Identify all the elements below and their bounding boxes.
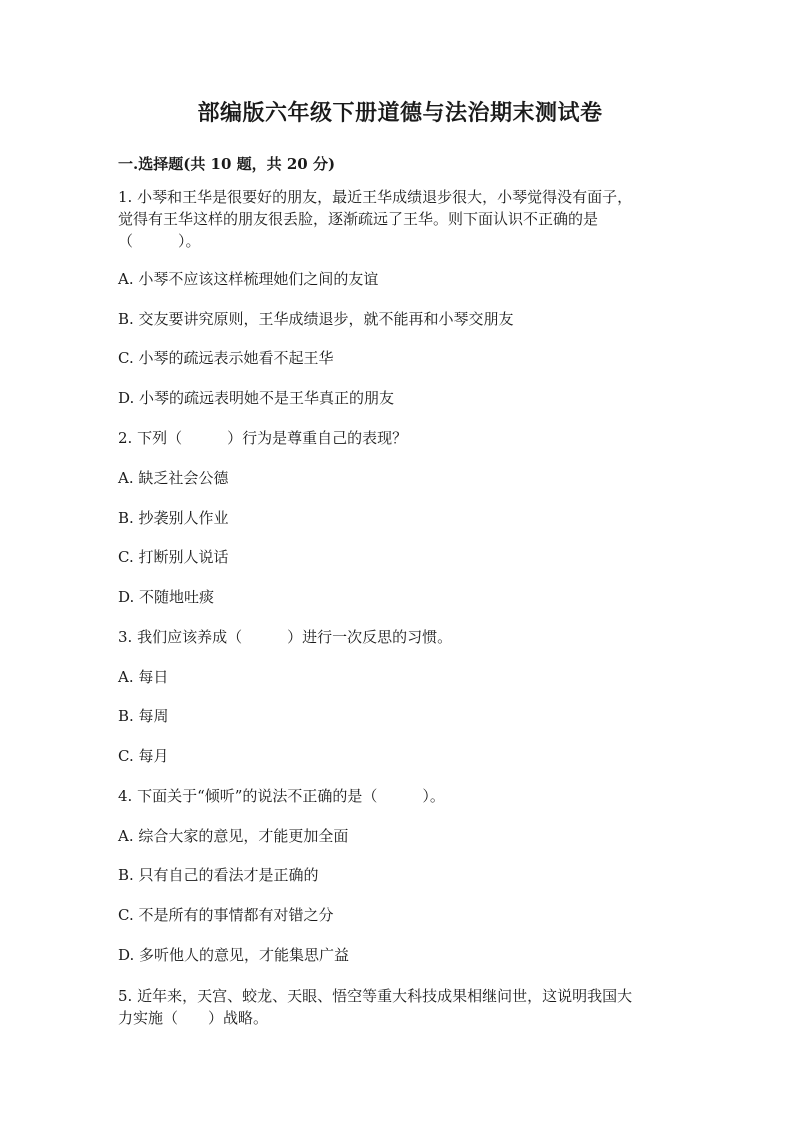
question-1-line-2: 觉得有王华这样的朋友很丢脸，逐渐疏远了王华。则下面认识不正确的是 [118, 210, 599, 228]
question-2-option-d: D. 不随地吐痰 [118, 588, 215, 606]
question-4-stem: 4. 下面关于“倾听”的说法不正确的是（ ）。 [118, 787, 445, 805]
question-5-line-2: 力实施（ ）战略。 [118, 1009, 269, 1027]
question-3-option-a: A. 每日 [118, 668, 169, 686]
question-4-option-b: B. 只有自己的看法才是正确的 [118, 866, 319, 884]
question-4-option-a: A. 综合大家的意见，才能更加全面 [118, 827, 349, 845]
question-1-stem [118, 186, 698, 252]
question-1-option-c: C. 小琴的疏远表示她看不起王华 [118, 349, 334, 367]
question-1-option-b: B. 交友要讲究原则，王华成绩退步，就不能再和小琴交朋友 [118, 310, 514, 328]
question-2-option-c: C. 打断别人说话 [118, 548, 229, 566]
question-1-option-d: D. 小琴的疏远表明她不是王华真正的朋友 [118, 389, 395, 407]
question-2-option-b: B. 抄袭别人作业 [118, 509, 229, 527]
question-5-stem [118, 985, 698, 1029]
question-5-line-1: 5. 近年来，天宫、蛟龙、天眼、悟空等重大科技成果相继问世，这说明我国大 [118, 987, 633, 1005]
question-3-stem: 3. 我们应该养成（ ）进行一次反思的习惯。 [118, 628, 453, 646]
question-4-option-c: C. 不是所有的事情都有对错之分 [118, 906, 334, 924]
section-heading: 一.选择题(共 10 题，共 20 分) [118, 155, 336, 173]
exam-title: 部编版六年级下册道德与法治期末测试卷 [197, 100, 603, 126]
question-3-option-b: B. 每周 [118, 707, 169, 725]
question-1-line-1: 1. 小琴和王华是很要好的朋友，最近王华成绩退步很大，小琴觉得没有面子， [118, 188, 633, 206]
question-4-option-d: D. 多听他人的意见，才能集思广益 [118, 946, 350, 964]
question-1-line-3: （ ）。 [118, 232, 201, 250]
question-1-option-a: A. 小琴不应该这样梳理她们之间的友谊 [118, 270, 379, 288]
question-2-stem: 2. 下列（ ）行为是尊重自己的表现？ [118, 429, 408, 447]
question-3-option-c: C. 每月 [118, 747, 169, 765]
question-2-option-a: A. 缺乏社会公德 [118, 469, 229, 487]
